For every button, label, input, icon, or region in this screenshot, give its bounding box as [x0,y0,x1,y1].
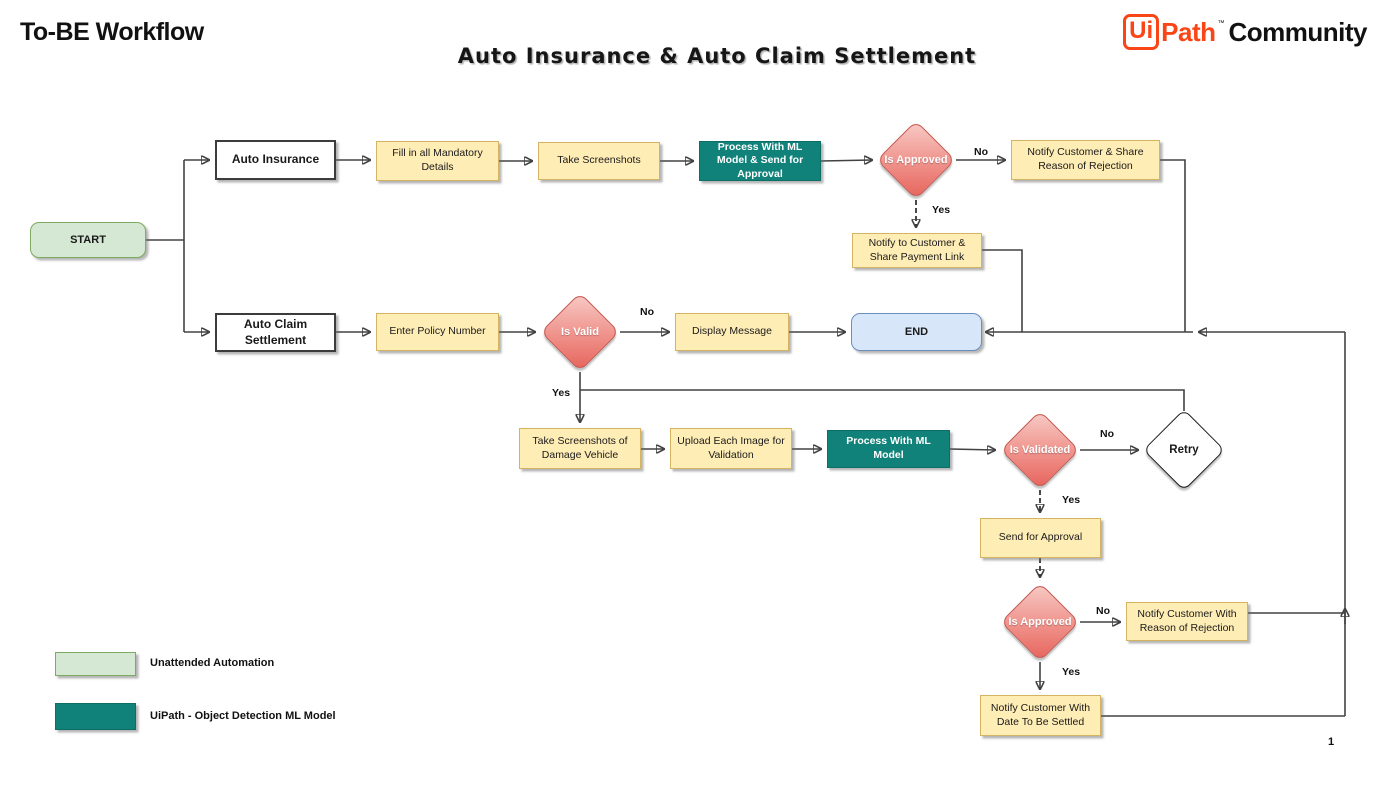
decision-is-valid [552,304,608,360]
edge-label-no-3: No [1100,428,1114,440]
decision-label: Retry [1169,444,1199,456]
edge-label-yes-2: Yes [552,387,571,399]
page-number: 1 [1328,736,1335,748]
decision-is-approved-1 [884,132,948,188]
node-display-message [675,313,789,351]
decision-label: Is Approved [1008,616,1072,628]
node-label: Process With ML Model [846,435,931,461]
edge-label-yes-4: Yes [1062,666,1081,678]
community-text: Community [1228,16,1367,47]
node-notify-payment-link [852,233,982,268]
decision-is-validated [1009,422,1071,478]
node-auto-insurance [215,140,336,180]
node-process-ml-send-approval [699,141,821,181]
node-start [30,222,146,258]
decision-label: Is Validated [1009,444,1071,456]
node-label: END [904,325,929,338]
legend-swatch-unattended [55,652,136,676]
node-process-ml-model [827,430,950,468]
uipath-community-logo [1123,14,1367,50]
node-end [851,313,982,351]
node-take-screenshots [538,142,660,180]
node-label: Take Screenshots [557,154,641,167]
edge-label-no-2: No [640,306,654,318]
page-title: To-BE Workflow [20,18,204,46]
decision-label: Is Approved [884,154,948,166]
node-label: Fill in all Mandatory Details [392,147,483,173]
node-label: Notify Customer With Reason of Rejection [1137,607,1237,634]
legend-label-unattended: Unattended Automation [150,657,275,669]
decision-label: Is Valid [561,326,599,338]
node-label: Display Message [692,325,772,338]
node-label: Take Screenshots of Damage Vehicle [532,434,628,461]
node-upload-image-validation [670,428,792,469]
diagram-title: Auto Insurance & Auto Claim Settlement [457,44,977,68]
node-label: Process With ML Model & Send for Approval [716,140,804,180]
node-label: Auto Insurance [231,152,320,167]
node-notify-customer-rejection [1126,602,1248,641]
edge-label-no-4: No [1096,605,1110,617]
decision-retry [1155,421,1213,479]
legend-swatch-ml-model [55,703,136,730]
node-auto-claim-settlement [215,313,336,352]
legend-label-ml-model: UiPath - Object Detection ML Model [150,710,336,722]
node-label: Send for Approval [998,531,1083,544]
node-label: Auto Claim Settlement [243,316,308,347]
node-notify-customer-share-rejection [1011,140,1160,180]
node-label: Notify Customer & Share Reason of Rejection [1027,146,1144,172]
node-take-screenshots-damage [519,428,641,469]
node-notify-date-settled [980,695,1101,736]
node-label: Notify Customer With Date To Be Settled [990,701,1091,728]
node-label: START [70,233,106,246]
node-label: Upload Each Image for Validation [677,434,785,461]
uipath-ui-mark-icon: Ui [1123,14,1159,50]
edge-label-no-1: No [974,146,988,158]
node-enter-policy-number [376,313,499,351]
uipath-path-text: Path [1161,16,1216,47]
decision-is-approved-2 [1008,594,1072,650]
node-send-for-approval [980,518,1101,558]
node-fill-mandatory-details [376,141,499,181]
node-label: Enter Policy Number [389,325,486,338]
edge-label-yes-3: Yes [1062,494,1081,506]
node-label: Notify to Customer & Share Payment Link [868,236,966,263]
trademark-symbol: ™ [1217,19,1225,27]
edge-label-yes-1: Yes [932,204,951,216]
